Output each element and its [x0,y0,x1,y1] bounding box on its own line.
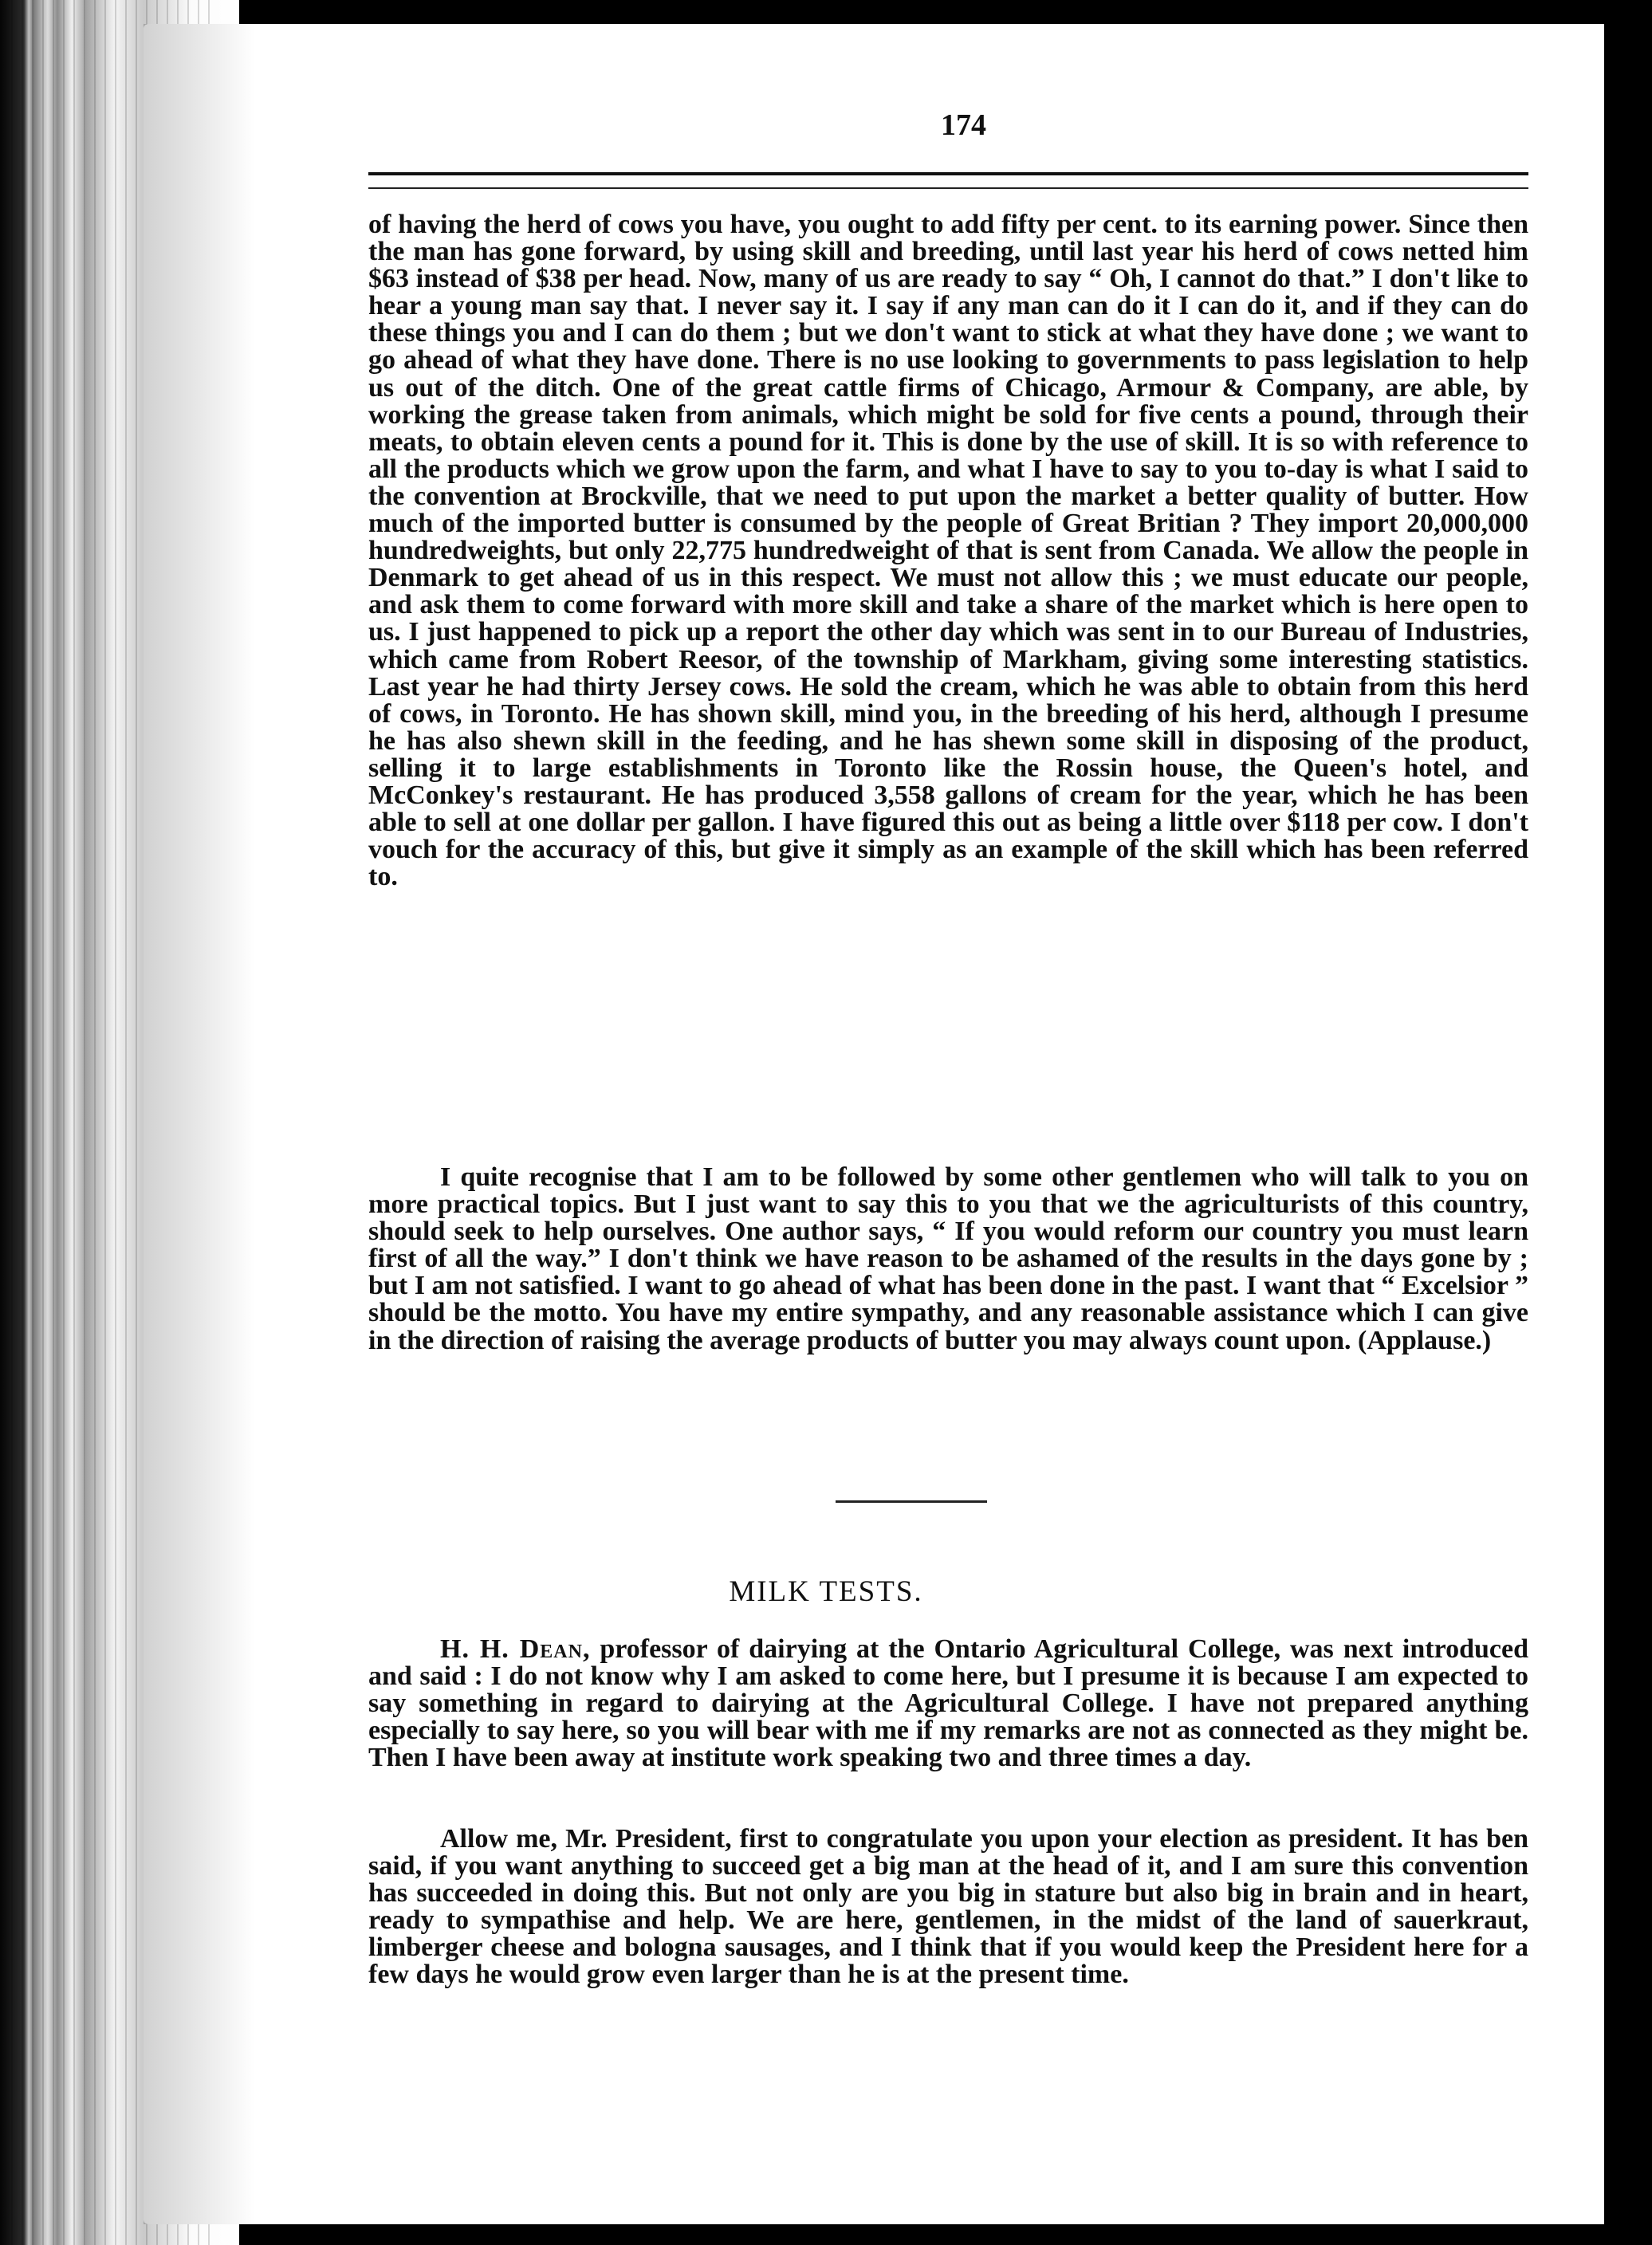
section-divider [836,1500,987,1503]
page-number: 174 [941,108,986,142]
header-rule [368,172,1528,189]
speaker-name: H. H. Dean, [440,1634,591,1664]
scan-border [1604,0,1652,2245]
gutter-shadow [144,24,255,2224]
paragraph-dean-intro [368,1636,1528,1771]
section-title: MILK TESTS. [729,1575,923,1608]
paragraph-text: I quite recognise that I am to be followed by some other gentlemen who will talk to you on more practical topics. But I just want to say this to you that we the agriculturists of this country, should seek to help ourselves. One author says, “ If you would reform our country you must learn first of all the way.” I don't think we have reason to be ashamed of the results in the days gone by ; but I am not satisfied. I want to go ahead of what has been done in the past. I want that “ Excelsior ” should be the motto. You have my entire sympathy, and any reasonable assistance which I can give in the direction of raising the average products of butter you may always count upon. (Applause.) [368,1162,1528,1355]
paragraph-closing [368,1164,1528,1354]
paragraph-text: Allow me, Mr. President, first to congratulate you upon your election as president. It has ben said, if you want anything to succeed get a big man at the head of it, and I am sure this convention has succeeded in doing this. But not only are you big in stature but also big in brain and in heart, ready to sympathise and help. We are here, gentlemen, in the midst of the land of sauerkraut, limberger cheese and bologna sausages, and I think that if you would keep the President here for a few days he would grow even larger than he is at the present time. [368,1824,1528,1990]
paragraph-body: professor of dairying at the Ontario Agricultural College, was next introduced and said : I do not know why I am asked to come here, but I presume it is because I am expected to say something in regard to dairying at the Agricultural College. I have not prepared anything especially to say here, so you will bear with me if my remarks are not as connected as they might be. Then I have been away at institute work speaking two and three times a day. [368,1634,1528,1773]
paragraph-text: of having the herd of cows you have, you ought to add fifty per cent. to its earning power. Since then the man has gone forward, by using skill and breeding, until last year his herd of cows netted him $63 instead of $38 per head. Now, many of us are ready to say “ Oh, I cannot do that.” I don't like to hear a young man say that. I never say it. I say if any man can do it I can do it, and if they can do these things you and I can do them ; but we don't want to stick at what they have done ; we want to go ahead of what they have done. There is no use looking to governments to pass legislation to help us out of the ditch. One of the great cattle firms of Chicago, Armour & Company, are able, by working the grease taken from animals, which might be sold for five cents a pound, through their meats, to obtain eleven cents a pound for it. This is done by the use of skill. It is so with reference to all the products which we grow upon the farm, and what I have to say to you to-day is what I said to the convention at Brockville, that we need to put upon the market a better quality of butter. How much of the imported butter is consumed by the people of Great Britian ? They import 20,000,000 hundredweights, but only 22,775 hundredweight of that is sent from Canada. We allow the people in Denmark to get ahead of us in this respect. We must not allow this ; we must educate our people, and ask them to come forward with more skill and take a share of the market which is here open to us. I just happened to pick up a report the other day which was sent in to our Bureau of Industries, which came from Robert Reesor, of the township of Markham, giving some interesting statistics. Last year he had thirty Jersey cows. He sold the cream, which he was able to obtain from this herd of cows, in Toronto. He has shown skill, mind you, in the breeding of his herd, although I presume he has also shewn skill in the feeding, and he has shewn some skill in disposing of the product, selling it to large establishments in Toronto like the Rossin house, the Queen's hotel, and McConkey's restaurant. He has produced 3,558 gallons of cream for the year, which he has been able to sell at one dollar per gallon. I have figured this out as being a little over $118 per cow. I don't vouch for the accuracy of this, but give it simply as an example of the skill which has been referred to. [368,210,1528,892]
paragraph-text [368,1636,1528,1771]
paragraph-continued [368,211,1528,891]
paragraph-congratulations [368,1826,1528,1989]
